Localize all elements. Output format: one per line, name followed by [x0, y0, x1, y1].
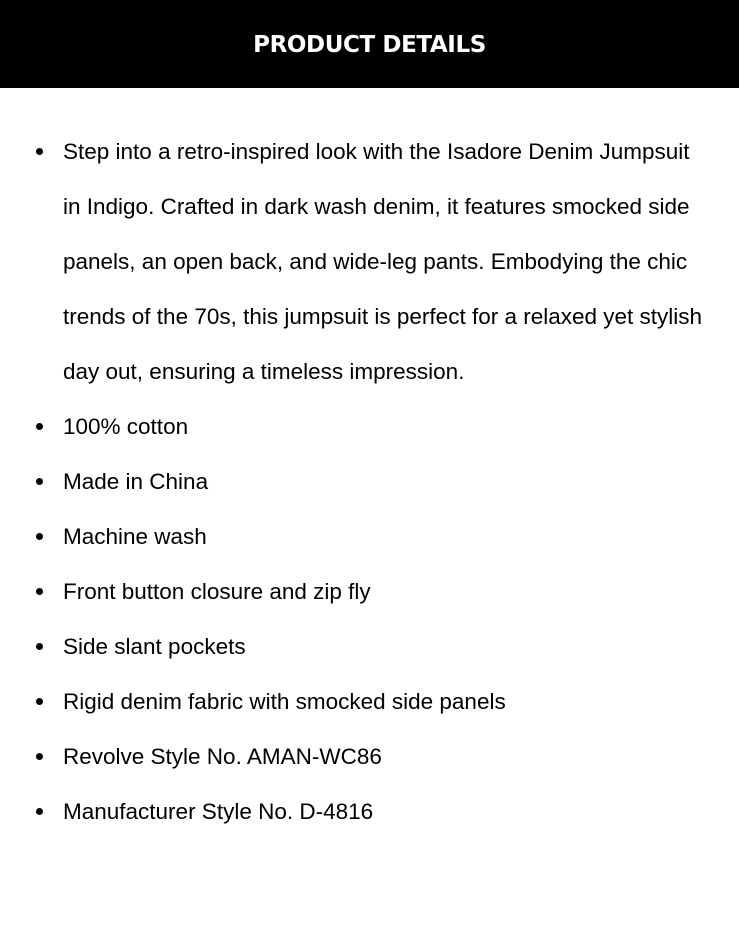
product-details-header — [0, 0, 739, 88]
details-item-text: Made in China — [63, 469, 209, 494]
details-item-origin — [0, 454, 739, 509]
bullet-icon — [36, 588, 43, 595]
product-details-title: PRODUCT DETAILS — [253, 32, 486, 58]
bullet-icon — [36, 698, 43, 705]
details-item-text: Step into a retro-inspired look with the Isadore Denim Jumpsuit in Indigo. Crafted in dark wash denim, it features smocked side panels, an open back, and wide-leg pants. Embodying the chic trends of the 70s, this jumpsuit is perfect for a relaxed yet stylish day out, ensuring a timeless impression. — [63, 139, 703, 384]
details-item-text: Side slant pockets — [63, 634, 246, 659]
details-item-text: Rigid denim fabric with smocked side panels — [63, 689, 506, 714]
details-item-text: Revolve Style No. AMAN-WC86 — [63, 744, 382, 769]
details-item-care — [0, 509, 739, 564]
details-item-closure — [0, 564, 739, 619]
bullet-icon — [36, 533, 43, 540]
details-item-style-number — [0, 729, 739, 784]
details-item-fabric — [0, 674, 739, 729]
bullet-icon — [36, 423, 43, 430]
product-details-list — [0, 124, 739, 839]
details-item-text: Machine wash — [63, 524, 207, 549]
details-item-text: 100% cotton — [63, 414, 189, 439]
bullet-icon — [36, 753, 43, 760]
details-item-text: Front button closure and zip fly — [63, 579, 371, 604]
bullet-icon — [36, 808, 43, 815]
details-item-manufacturer-style — [0, 784, 739, 839]
details-item-material — [0, 399, 739, 454]
details-item-description — [0, 124, 739, 399]
details-item-pockets — [0, 619, 739, 674]
bullet-icon — [36, 643, 43, 650]
bullet-icon — [36, 148, 43, 155]
bullet-icon — [36, 478, 43, 485]
details-item-text: Manufacturer Style No. D-4816 — [63, 799, 374, 824]
